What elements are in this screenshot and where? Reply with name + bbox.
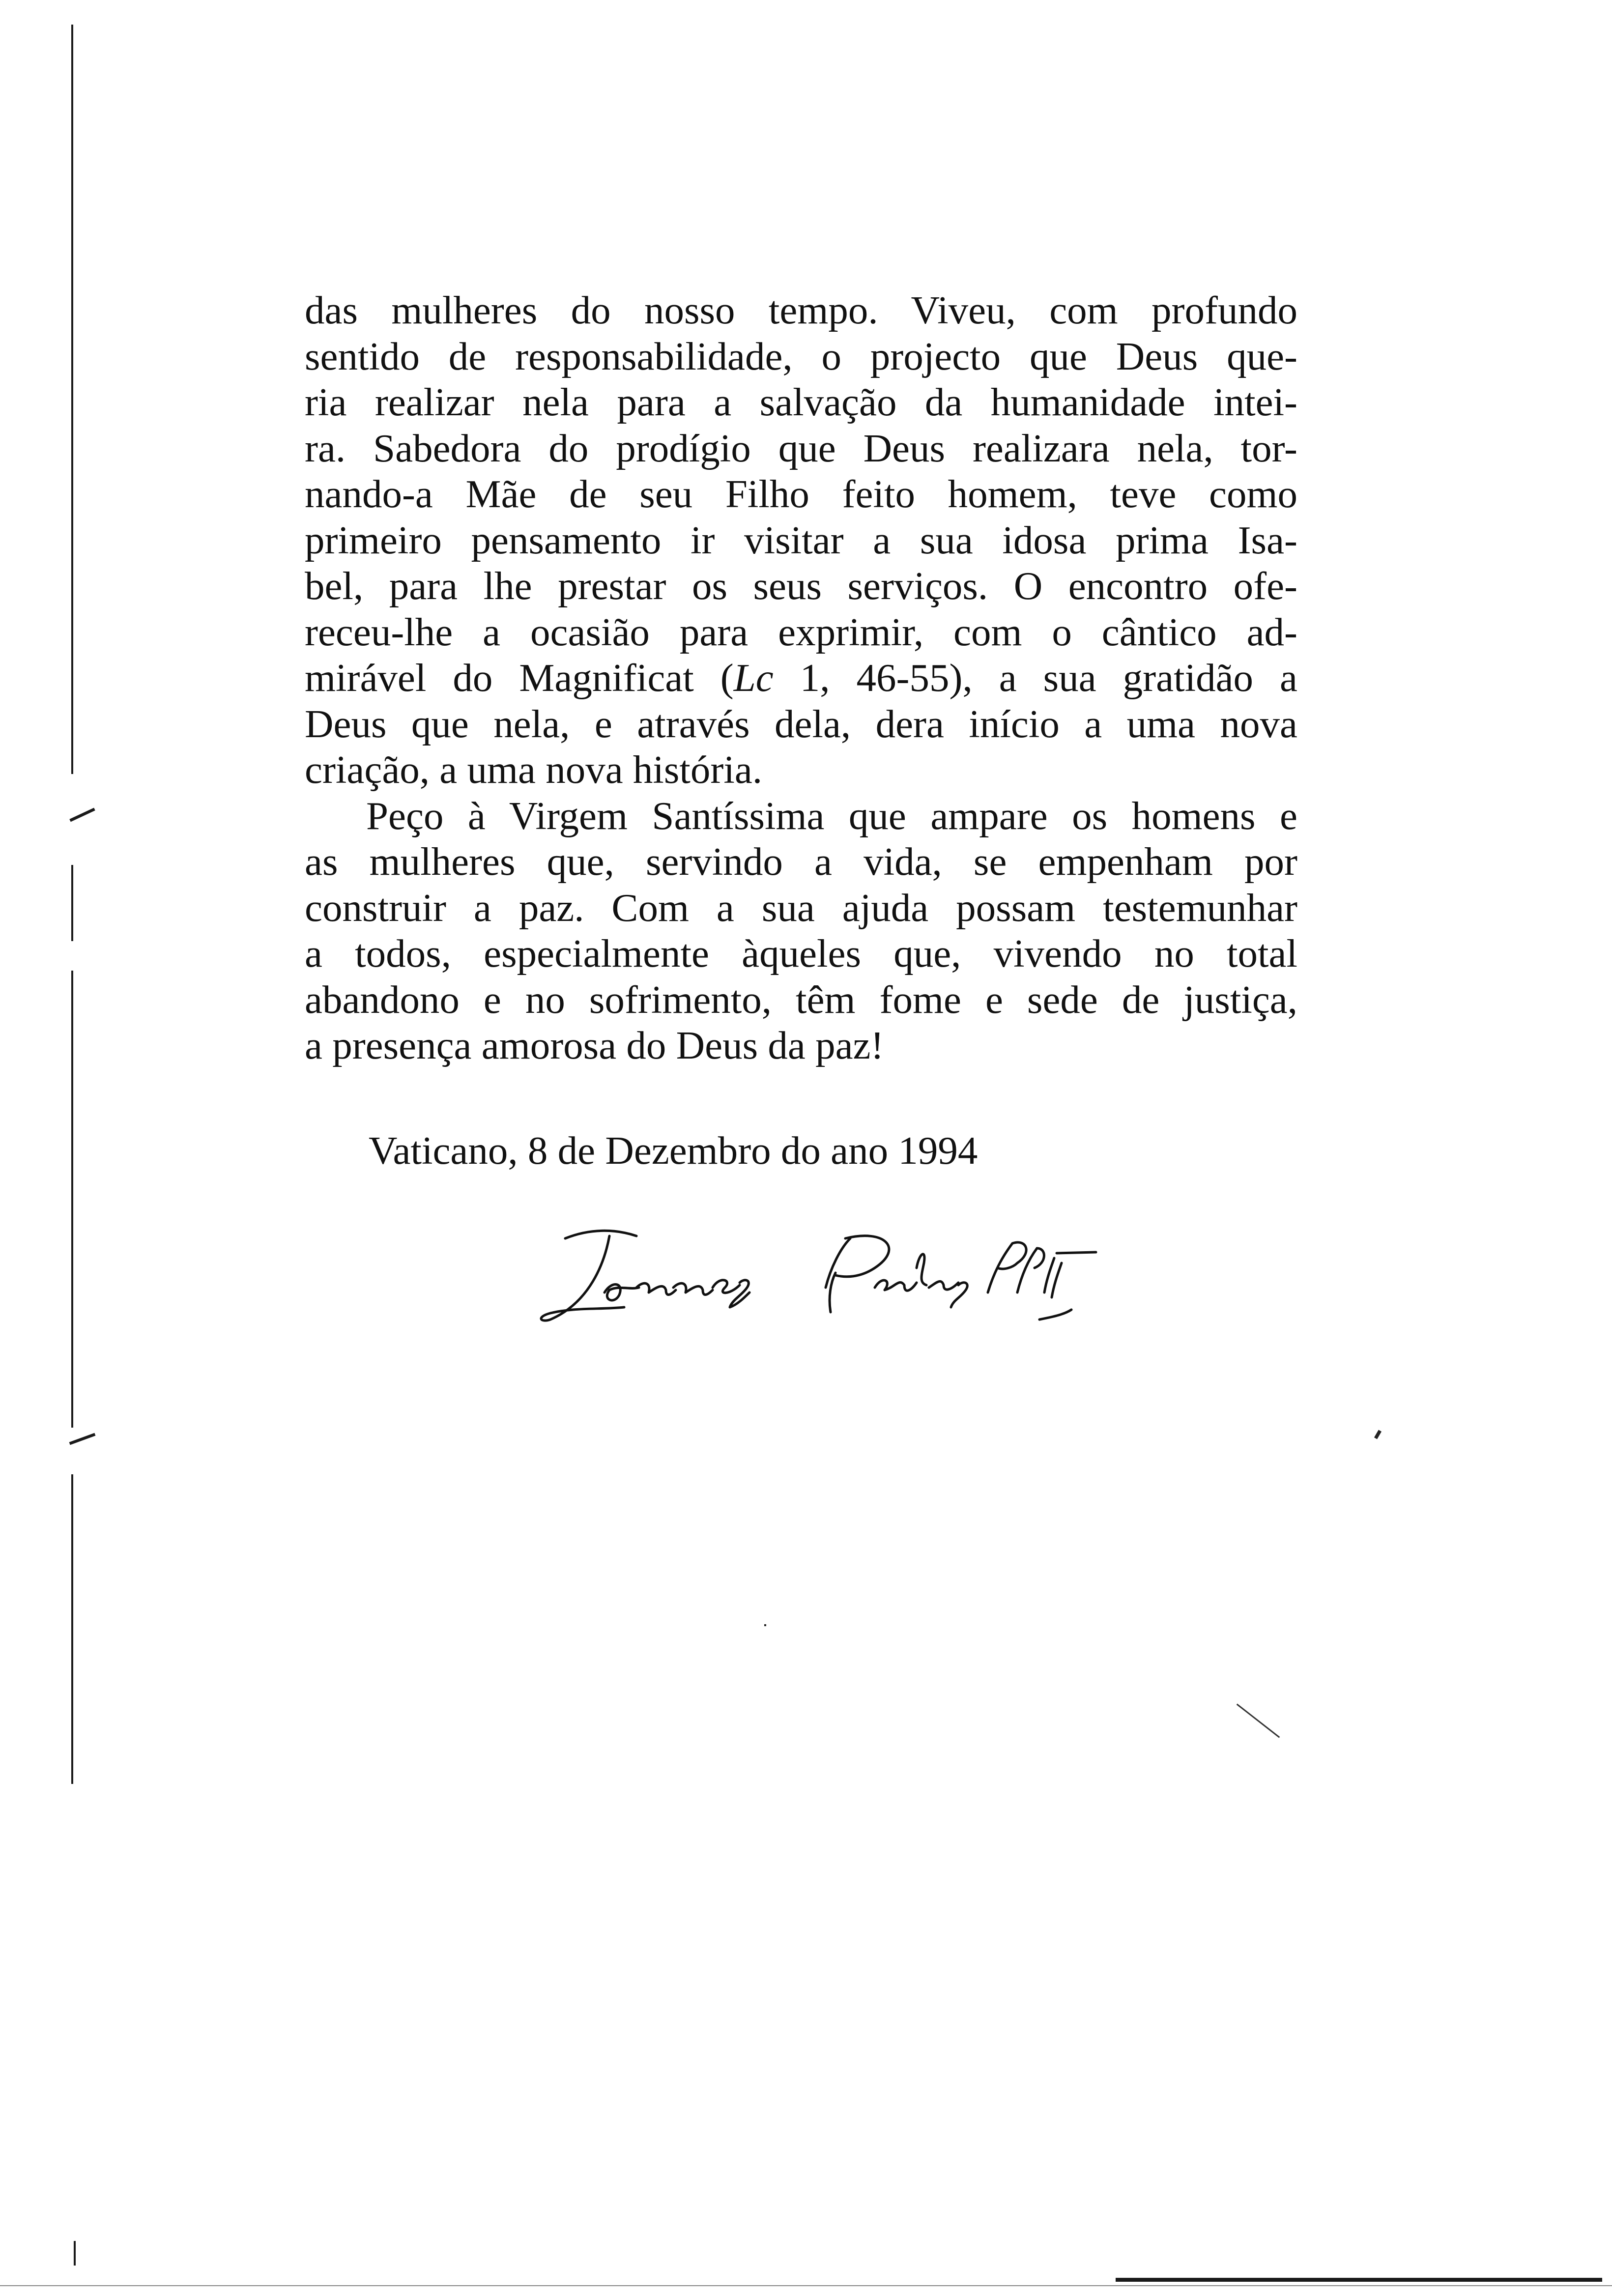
text-line: as mulheres que, servindo a vida, se empenham por — [305, 839, 1297, 884]
text-segment: 1, 46-55), a sua gratidão a — [773, 656, 1297, 700]
text-line: receu-lhe a ocasião para exprimir, com o cântico ad- — [305, 609, 1297, 654]
text-line: construir a paz. Com a sua ajuda possam testemunhar — [305, 885, 1297, 930]
scan-tick — [69, 808, 95, 822]
text-line: Deus que nela, e através dela, dera início a uma nova — [305, 701, 1297, 746]
text-line: bel, para lhe prestar os seus serviços. O encontro ofe- — [305, 564, 1297, 608]
signature-drawing — [531, 1219, 1101, 1337]
scan-bottom-faint — [0, 2285, 1612, 2286]
scan-edge-left-bottom — [71, 1474, 73, 1784]
scan-speck — [764, 1624, 766, 1626]
text-line: ria realizar nela para a salvação da humanidade intei- — [305, 380, 1297, 424]
text-line: das mulheres do nosso tempo. Viveu, com profundo — [305, 288, 1297, 332]
scan-edge-left-mid — [71, 971, 73, 1428]
text-line: Peço à Virgem Santíssima que ampare os homens e — [366, 793, 1297, 838]
text-line: a todos, especialmente àqueles que, vivendo no total — [305, 931, 1297, 976]
citation-abbrev: Lc — [733, 656, 774, 700]
text-segment: mirável do Magnificat ( — [305, 656, 734, 700]
text-line: nando-a Mãe de seu Filho feito homem, teve como — [305, 472, 1297, 516]
letter-body — [305, 287, 1297, 1069]
text-line: a presença amorosa do Deus da paz! — [305, 1023, 884, 1067]
scan-tick — [69, 1433, 96, 1445]
scan-edge-left-lower — [71, 865, 73, 941]
text-line: abandono e no sofrimento, têm fome e sede de justiça, — [305, 977, 1297, 1022]
text-line-citation — [305, 655, 1297, 701]
scan-speck — [1374, 1430, 1382, 1439]
scan-speck — [1237, 1703, 1280, 1738]
scan-edge-left — [71, 25, 73, 774]
text-line: criação, a uma nova história. — [305, 747, 763, 792]
text-line: primeiro pensamento ir visitar a sua idosa prima Isa- — [305, 517, 1297, 562]
date-line: Vaticano, 8 de Dezembro do ano 1994 — [369, 1128, 978, 1173]
signature — [531, 1219, 1101, 1337]
scan-bottom-edge — [1116, 2278, 1602, 2282]
scan-tick — [74, 2241, 76, 2266]
text-line: sentido de responsabilidade, o projecto que Deus que- — [305, 334, 1297, 378]
text-line: ra. Sabedora do prodígio que Deus realizara nela, tor- — [305, 426, 1297, 470]
